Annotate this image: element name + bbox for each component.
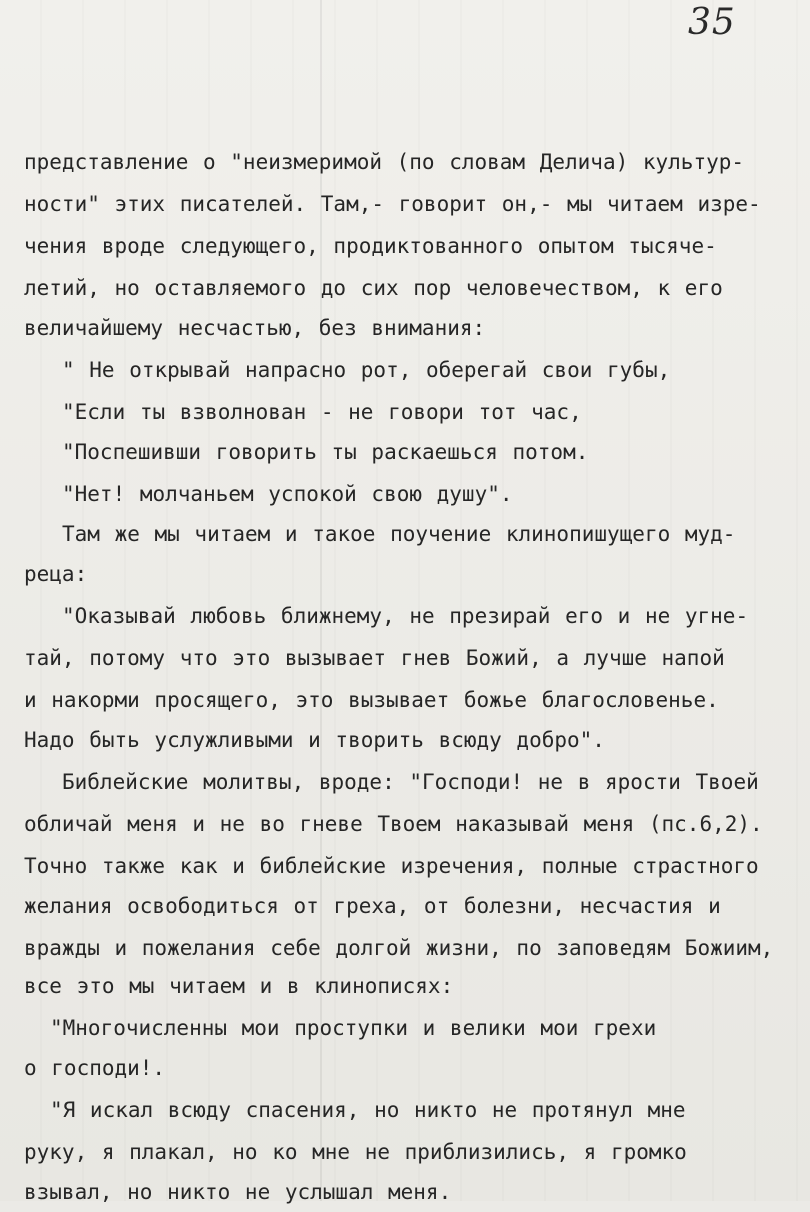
text-line-16: Библейские молитвы, вроде: "Господи! не в ярости Твоей bbox=[62, 770, 759, 794]
text-line-3: чения вроде следующего, продиктованного опытом тысяче- bbox=[24, 234, 717, 258]
text-line-25: руку, я плакал, но ко мне не приблизились, я громко bbox=[24, 1140, 687, 1164]
text-line-11: реца: bbox=[24, 562, 88, 586]
text-line-9: "Нет! молчаньем успокой свою душу". bbox=[62, 482, 513, 506]
text-line-13: тай, потому что это вызывает гнев Божий, а лучше напой bbox=[24, 646, 725, 670]
text-line-20: вражды и пожелания себе долгой жизни, по заповедям Божиим, bbox=[24, 936, 774, 960]
text-line-6: " Не открывай напрасно рот, оберегай свои губы, bbox=[62, 358, 671, 382]
text-line-17: обличай меня и не во гневе Твоем наказывай меня (пс.6,2). bbox=[24, 812, 763, 836]
text-line-23: о господи!. bbox=[24, 1056, 166, 1080]
text-line-22: "Многочисленны мои проступки и велики мои грехи bbox=[50, 1016, 657, 1040]
text-line-10: Там же мы читаем и такое поучение клинопишущего муд- bbox=[62, 522, 736, 546]
text-line-21: все это мы читаем и в клинописях: bbox=[24, 974, 454, 998]
text-line-1: представление о "неизмеримой (по словам Делича) культур- bbox=[24, 150, 745, 174]
text-line-4: летий, но оставляемого до сих пор человечеством, к его bbox=[24, 276, 723, 300]
text-line-14: и накорми просящего, это вызывает божье благословенье. bbox=[24, 688, 719, 712]
text-line-19: желания освободиться от греха, от болезни, несчастия и bbox=[24, 894, 721, 918]
page-number: 35 bbox=[688, 2, 736, 43]
text-line-8: "Поспешивши говорить ты раскаешься потом. bbox=[62, 440, 589, 464]
text-line-12: "Оказывай любовь ближнему, не презирай его и не угне- bbox=[62, 604, 749, 628]
text-line-5: величайшему несчастью, без внимания: bbox=[24, 316, 486, 340]
text-line-15: Надо быть услужливыми и творить всюду добро". bbox=[24, 728, 605, 752]
text-line-26: взывал, но никто не услышал меня. bbox=[24, 1180, 452, 1204]
text-line-2: ности" этих писателей. Там,- говорит он,- мы читаем изре- bbox=[24, 192, 761, 216]
text-line-18: Точно также как и библейские изречения, полные страстного bbox=[24, 854, 759, 878]
text-line-7: "Если ты взволнован - не говори тот час, bbox=[62, 400, 582, 424]
text-line-24: "Я искал всюду спасения, но никто не протянул мне bbox=[50, 1098, 686, 1122]
